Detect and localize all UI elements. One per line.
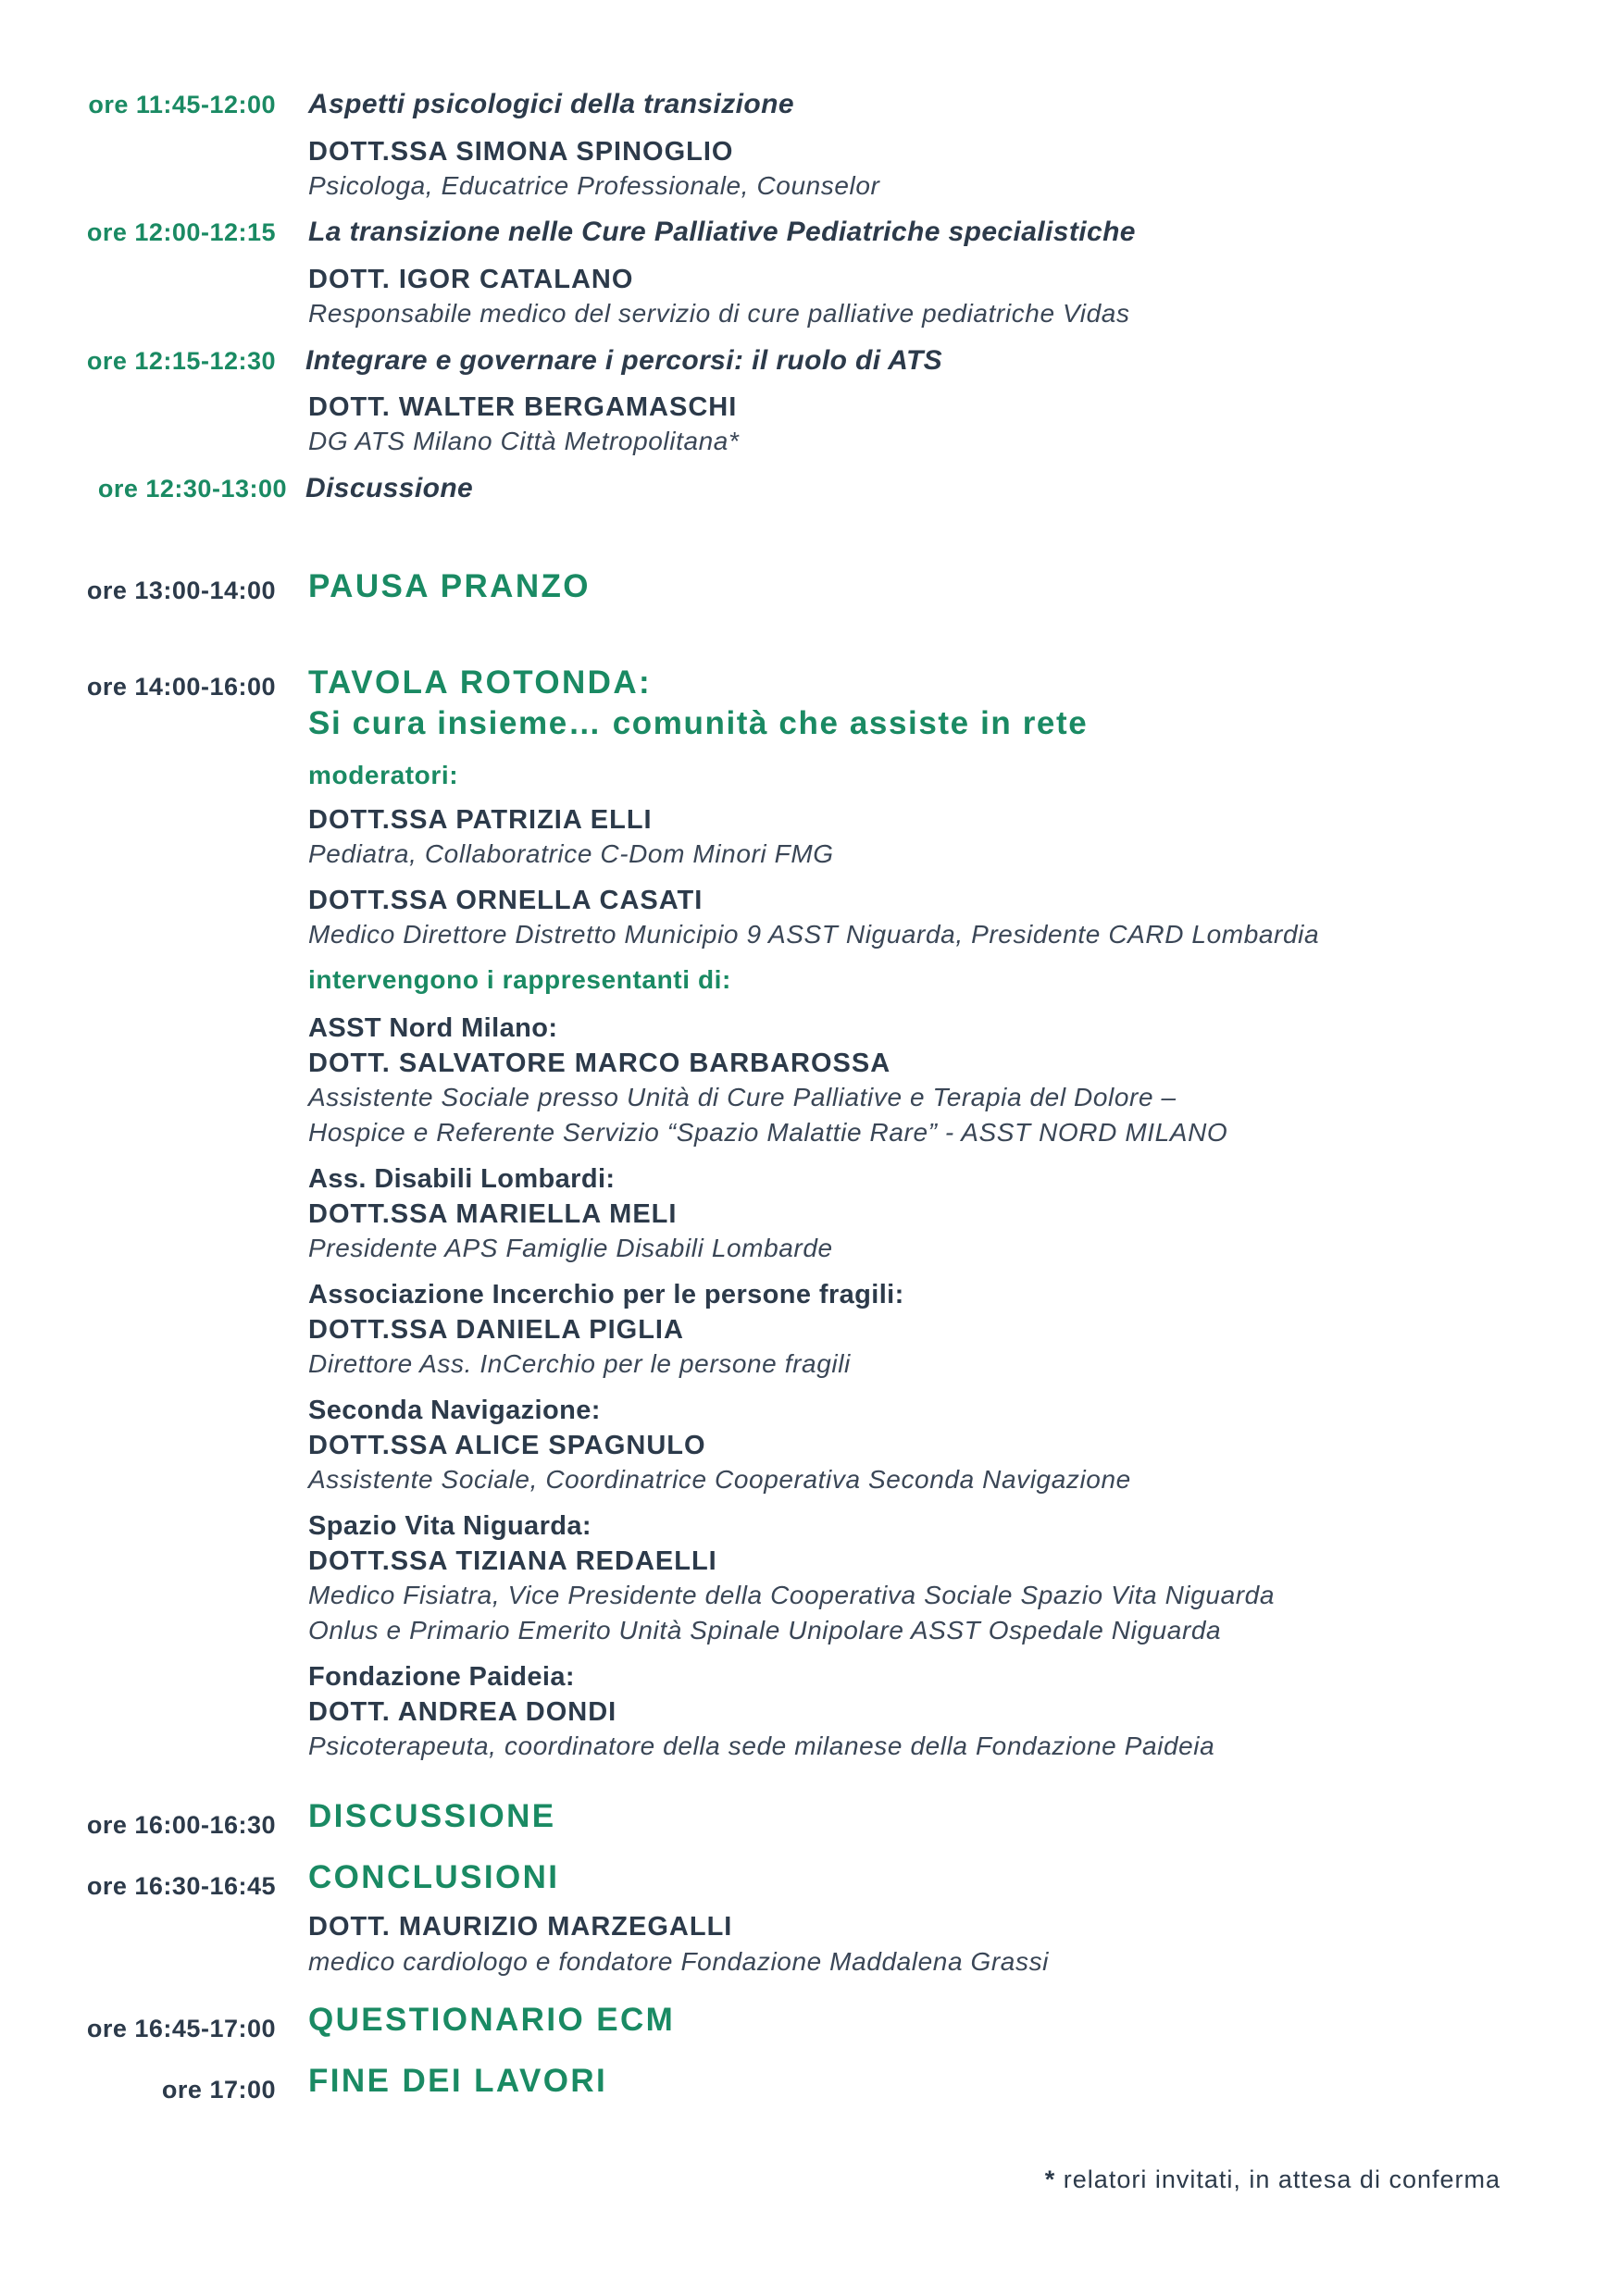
speaker-role: Pediatra, Collaboratrice C-Dom Minori FMG — [308, 839, 834, 868]
speaker-role: Responsabile medico del servizio di cure palliative pediatriche Vidas — [308, 299, 1130, 328]
session-time: ore 14:00-16:00 — [86, 673, 276, 701]
speaker-name: DOTT. WALTER BERGAMASCHI — [308, 392, 738, 422]
speaker-name: DOTT.SSA ALICE SPAGNULO — [308, 1431, 706, 1460]
section-title: DISCUSSIONE — [308, 1798, 556, 1834]
session-title: La transizione nelle Cure Palliative Pediatriche specialistiche — [308, 217, 1136, 247]
session-time: ore 12:15-12:30 — [86, 347, 276, 375]
footnote-text: relatori invitati, in attesa di conferma — [1055, 2166, 1501, 2193]
session-time: ore 13:00-14:00 — [86, 577, 276, 604]
speaker-role: Assistente Sociale presso Unità di Cure Palliative e Terapia del Dolore – — [308, 1083, 1177, 1111]
speaker-name: DOTT.SSA PATRIZIA ELLI — [308, 805, 653, 835]
speaker-role: Psicoterapeuta, coordinatore della sede milanese della Fondazione Paideia — [308, 1731, 1215, 1760]
speaker-name: DOTT. IGOR CATALANO — [308, 265, 634, 294]
session-time: ore 12:00-12:15 — [86, 218, 276, 246]
session-time: ore 11:45-12:00 — [88, 91, 276, 118]
speaker-role: Hospice e Referente Servizio “Spazio Malattie Rare” - ASST NORD MILANO — [308, 1118, 1228, 1147]
section-title: CONCLUSIONI — [308, 1859, 560, 1895]
speaker-role: medico cardiologo e fondatore Fondazione Maddalena Grassi — [308, 1947, 1050, 1976]
speaker-role: DG ATS Milano Città Metropolitana* — [308, 427, 740, 455]
participants-label: intervengono i rappresentanti di: — [308, 965, 731, 994]
session-title: Discussione — [305, 473, 474, 503]
session-time: ore 16:30-16:45 — [86, 1872, 276, 1900]
section-title: PAUSA PRANZO — [308, 568, 591, 604]
session-time: ore 12:30-13:00 — [97, 475, 287, 503]
organization-name: ASST Nord Milano: — [308, 1013, 558, 1043]
speaker-role: Medico Fisiatra, Vice Presidente della Cooperativa Sociale Spazio Vita Niguarda — [308, 1581, 1276, 1609]
speaker-name: DOTT.SSA ORNELLA CASATI — [308, 886, 704, 915]
section-title: TAVOLA ROTONDA: — [308, 664, 653, 701]
speaker-role: Onlus e Primario Emerito Unità Spinale Unipolare ASST Ospedale Niguarda — [308, 1616, 1222, 1644]
session-title: Aspetti psicologici della transizione — [308, 89, 794, 119]
speaker-role: Medico Direttore Distretto Municipio 9 ASST Niguarda, Presidente CARD Lombardia — [308, 920, 1320, 949]
footnote-star: * — [1044, 2166, 1056, 2193]
section-title: QUESTIONARIO ECM — [308, 2002, 676, 2038]
organization-name: Spazio Vita Niguarda: — [308, 1511, 592, 1541]
footnote — [1045, 2166, 1501, 2194]
session-time: ore 16:00-16:30 — [86, 1811, 276, 1839]
moderators-label: moderatori: — [308, 761, 459, 789]
speaker-name: DOTT. MAURIZIO MARZEGALLI — [308, 1912, 733, 1942]
organization-name: Ass. Disabili Lombardi: — [308, 1164, 616, 1194]
speaker-name: DOTT.SSA TIZIANA REDAELLI — [308, 1546, 717, 1576]
organization-name: Fondazione Paideia: — [308, 1662, 575, 1692]
speaker-name: DOTT.SSA DANIELA PIGLIA — [308, 1315, 684, 1345]
organization-name: Associazione Incerchio per le persone fragili: — [308, 1280, 904, 1309]
organization-name: Seconda Navigazione: — [308, 1396, 601, 1425]
session-title: Integrare e governare i percorsi: il ruolo di ATS — [305, 345, 943, 376]
session-time: ore 17:00 — [161, 2076, 276, 2104]
speaker-name: DOTT. ANDREA DONDI — [308, 1697, 617, 1727]
speaker-role: Presidente APS Famiglie Disabili Lombarde — [308, 1234, 833, 1262]
speaker-role: Psicologa, Educatrice Professionale, Counselor — [308, 171, 880, 200]
session-time: ore 16:45-17:00 — [86, 2015, 276, 2042]
speaker-role: Direttore Ass. InCerchio per le persone fragili — [308, 1349, 851, 1378]
section-title: FINE DEI LAVORI — [308, 2063, 608, 2099]
speaker-name: DOTT.SSA MARIELLA MELI — [308, 1199, 678, 1229]
speaker-name: DOTT.SSA SIMONA SPINOGLIO — [308, 137, 734, 167]
speaker-role: Assistente Sociale, Coordinatrice Cooperativa Seconda Navigazione — [308, 1465, 1131, 1494]
speaker-name: DOTT. SALVATORE MARCO BARBAROSSA — [308, 1049, 891, 1078]
section-subtitle: Si cura insieme… comunità che assiste in rete — [308, 705, 1089, 741]
